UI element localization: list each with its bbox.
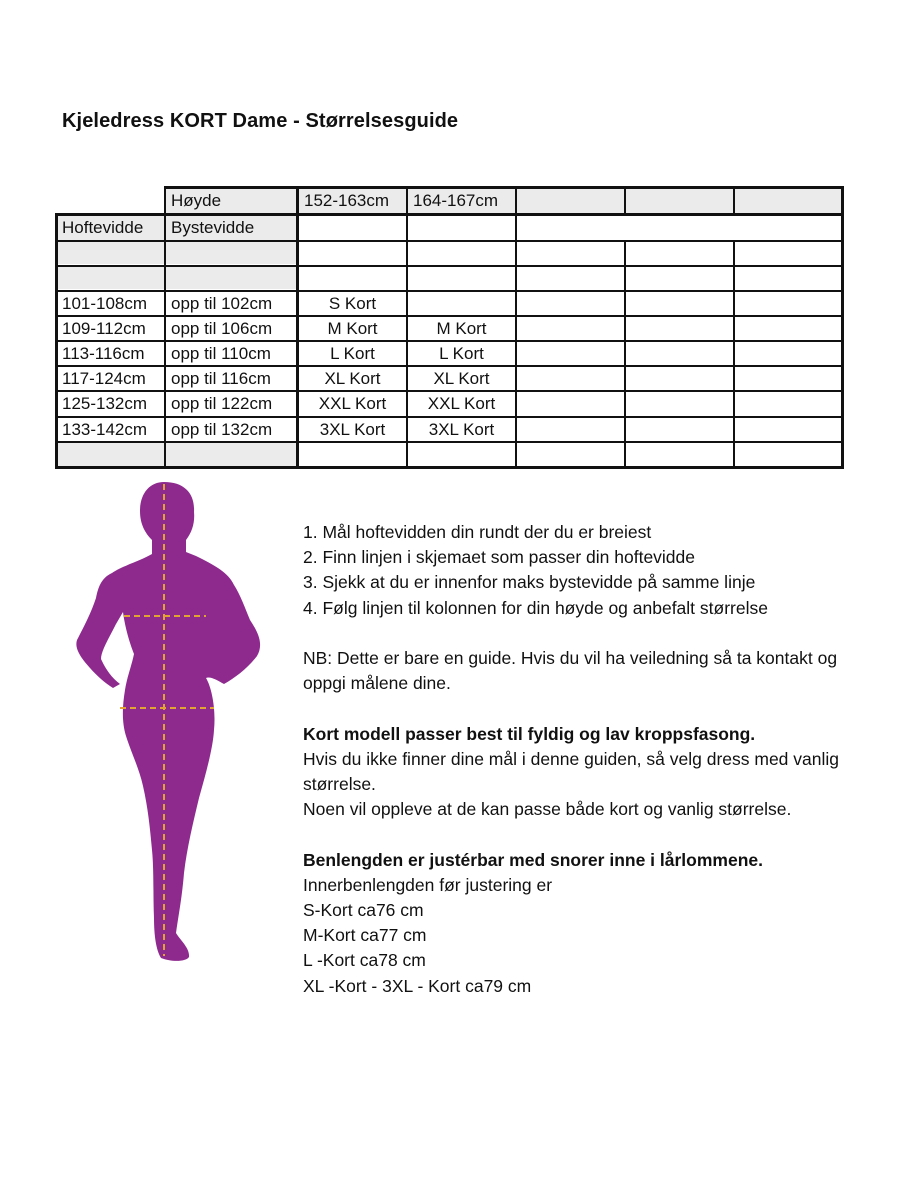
leg-length-heading: Benlengden er justérbar med snorer inne i lårlommene. [303, 849, 763, 870]
size-cell: L Kort [439, 343, 484, 363]
leg-length-value: L -Kort ca78 cm [303, 950, 426, 971]
leg-length-intro: Innerbenlengden før justering er [303, 874, 553, 895]
bust-cell: opp til 116cm [171, 368, 271, 388]
size-cell: S Kort [328, 293, 377, 313]
step-3: 3. Sjekk at du er innenfor maks bystevidde på samme linje [303, 572, 756, 593]
step-2: 2. Finn linjen i skjemaet som passer din hoftevidde [303, 547, 696, 568]
height-header: Høyde [171, 191, 222, 210]
woman-silhouette-icon [68, 478, 268, 968]
short-model-text-1: Hvis du ikke finner dine mål i denne guiden, så velg dress med vanlig størrelse. [303, 748, 839, 794]
height-col-2: 164-167cm [413, 191, 499, 210]
bust-cell: opp til 106cm [171, 318, 273, 338]
hip-cell: 101-108cm [62, 293, 148, 313]
hip-cell: 117-124cm [62, 368, 146, 388]
step-1: 1. Mål hoftevidden din rundt der du er breiest [303, 522, 652, 542]
size-cell: M Kort [327, 318, 378, 338]
hip-cell: 113-116cm [62, 343, 145, 363]
bust-cell: opp til 110cm [171, 343, 271, 363]
hip-header: Hoftevidde [62, 218, 144, 237]
size-cell: 3XL Kort [428, 419, 495, 439]
height-col-1: 152-163cm [304, 191, 390, 210]
leg-length-value: S-Kort ca76 cm [303, 900, 424, 920]
leg-length-value: XL -Kort - 3XL - Kort ca79 cm [303, 975, 532, 996]
hip-cell: 109-112cm [62, 318, 146, 338]
instructions [303, 520, 863, 999]
size-cell: 3XL Kort [319, 419, 386, 439]
short-model-text-2: Noen vil oppleve at de kan passe både kort og vanlig størrelse. [303, 799, 792, 820]
size-cell [408, 292, 515, 315]
note-text: NB: Dette er bare en guide. Hvis du vil ha veiledning så ta kontakt og oppgi målene dine. [303, 648, 838, 694]
size-cell: XXL Kort [427, 394, 496, 413]
hip-cell: 133-142cm [62, 419, 148, 439]
bust-cell: opp til 102cm [171, 293, 273, 313]
short-model-heading: Kort modell passer best til fyldig og lav kroppsfasong. [303, 723, 756, 744]
size-cell: M Kort [436, 318, 487, 338]
bust-cell: opp til 122cm [171, 394, 273, 413]
step-4: 4. Følg linjen til kolonnen for din høyde og anbefalt størrelse [303, 597, 768, 618]
bust-cell: opp til 132cm [171, 419, 273, 439]
silhouette-body [76, 482, 260, 961]
size-cell: L Kort [330, 343, 375, 363]
page-title: Kjeledress KORT Dame - Størrelsesguide [62, 110, 459, 132]
size-cell: XXL Kort [318, 394, 387, 413]
bust-header: Bystevidde [171, 218, 255, 237]
leg-length-value: M-Kort ca77 cm [303, 925, 427, 946]
size-cell: XL Kort [324, 368, 381, 388]
size-cell: XL Kort [433, 368, 490, 388]
size-table [0, 0, 900, 480]
hip-cell: 125-132cm [62, 394, 148, 413]
